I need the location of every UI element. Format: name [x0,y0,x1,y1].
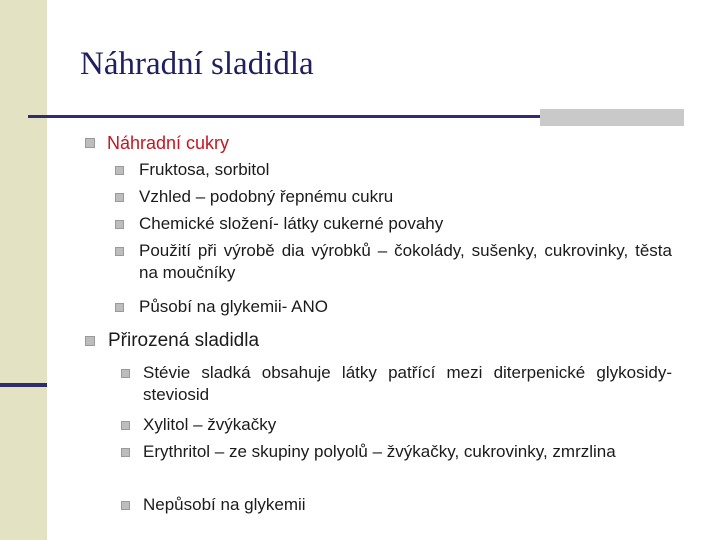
square-bullet-icon [121,501,130,510]
list-item-text: Erythritol – ze skupiny polyolů – žvýkačky, cukrovinky, zmrzlina [143,442,616,461]
square-bullet-icon [121,448,130,457]
square-bullet-icon [121,421,130,430]
square-bullet-icon [121,369,130,378]
list-item-text: Nepůsobí na glykemii [143,495,306,514]
square-bullet-icon [115,193,124,202]
list-item-text: Fruktosa, sorbitol [139,160,270,179]
square-bullet-icon [85,336,95,346]
square-bullet-icon [85,138,95,148]
list-item-text: Použití při výrobě dia výrobků – čokolády, sušenky, cukrovinky, těsta na moučníky [139,241,672,282]
slide-title: Náhradní sladidla [80,46,314,82]
square-bullet-icon [115,247,124,256]
square-bullet-icon [115,220,124,229]
list-item-text: Vzhled – podobný řepnému cukru [139,187,394,206]
section-heading-text: Přirozená sladidla [108,330,260,351]
section-heading-text: Náhradní cukry [107,133,230,153]
square-bullet-icon [115,303,124,312]
list-item-text: Stévie sladká obsahuje látky patřící mezi diterpenické glykosidy- steviosid [143,363,672,404]
list-item-text: Chemické složení- látky cukerné povahy [139,214,444,233]
list-item-text: Xylitol – žvýkačky [143,415,277,434]
list-item-text: Působí na glykemii- ANO [139,297,328,316]
square-bullet-icon [115,166,124,175]
